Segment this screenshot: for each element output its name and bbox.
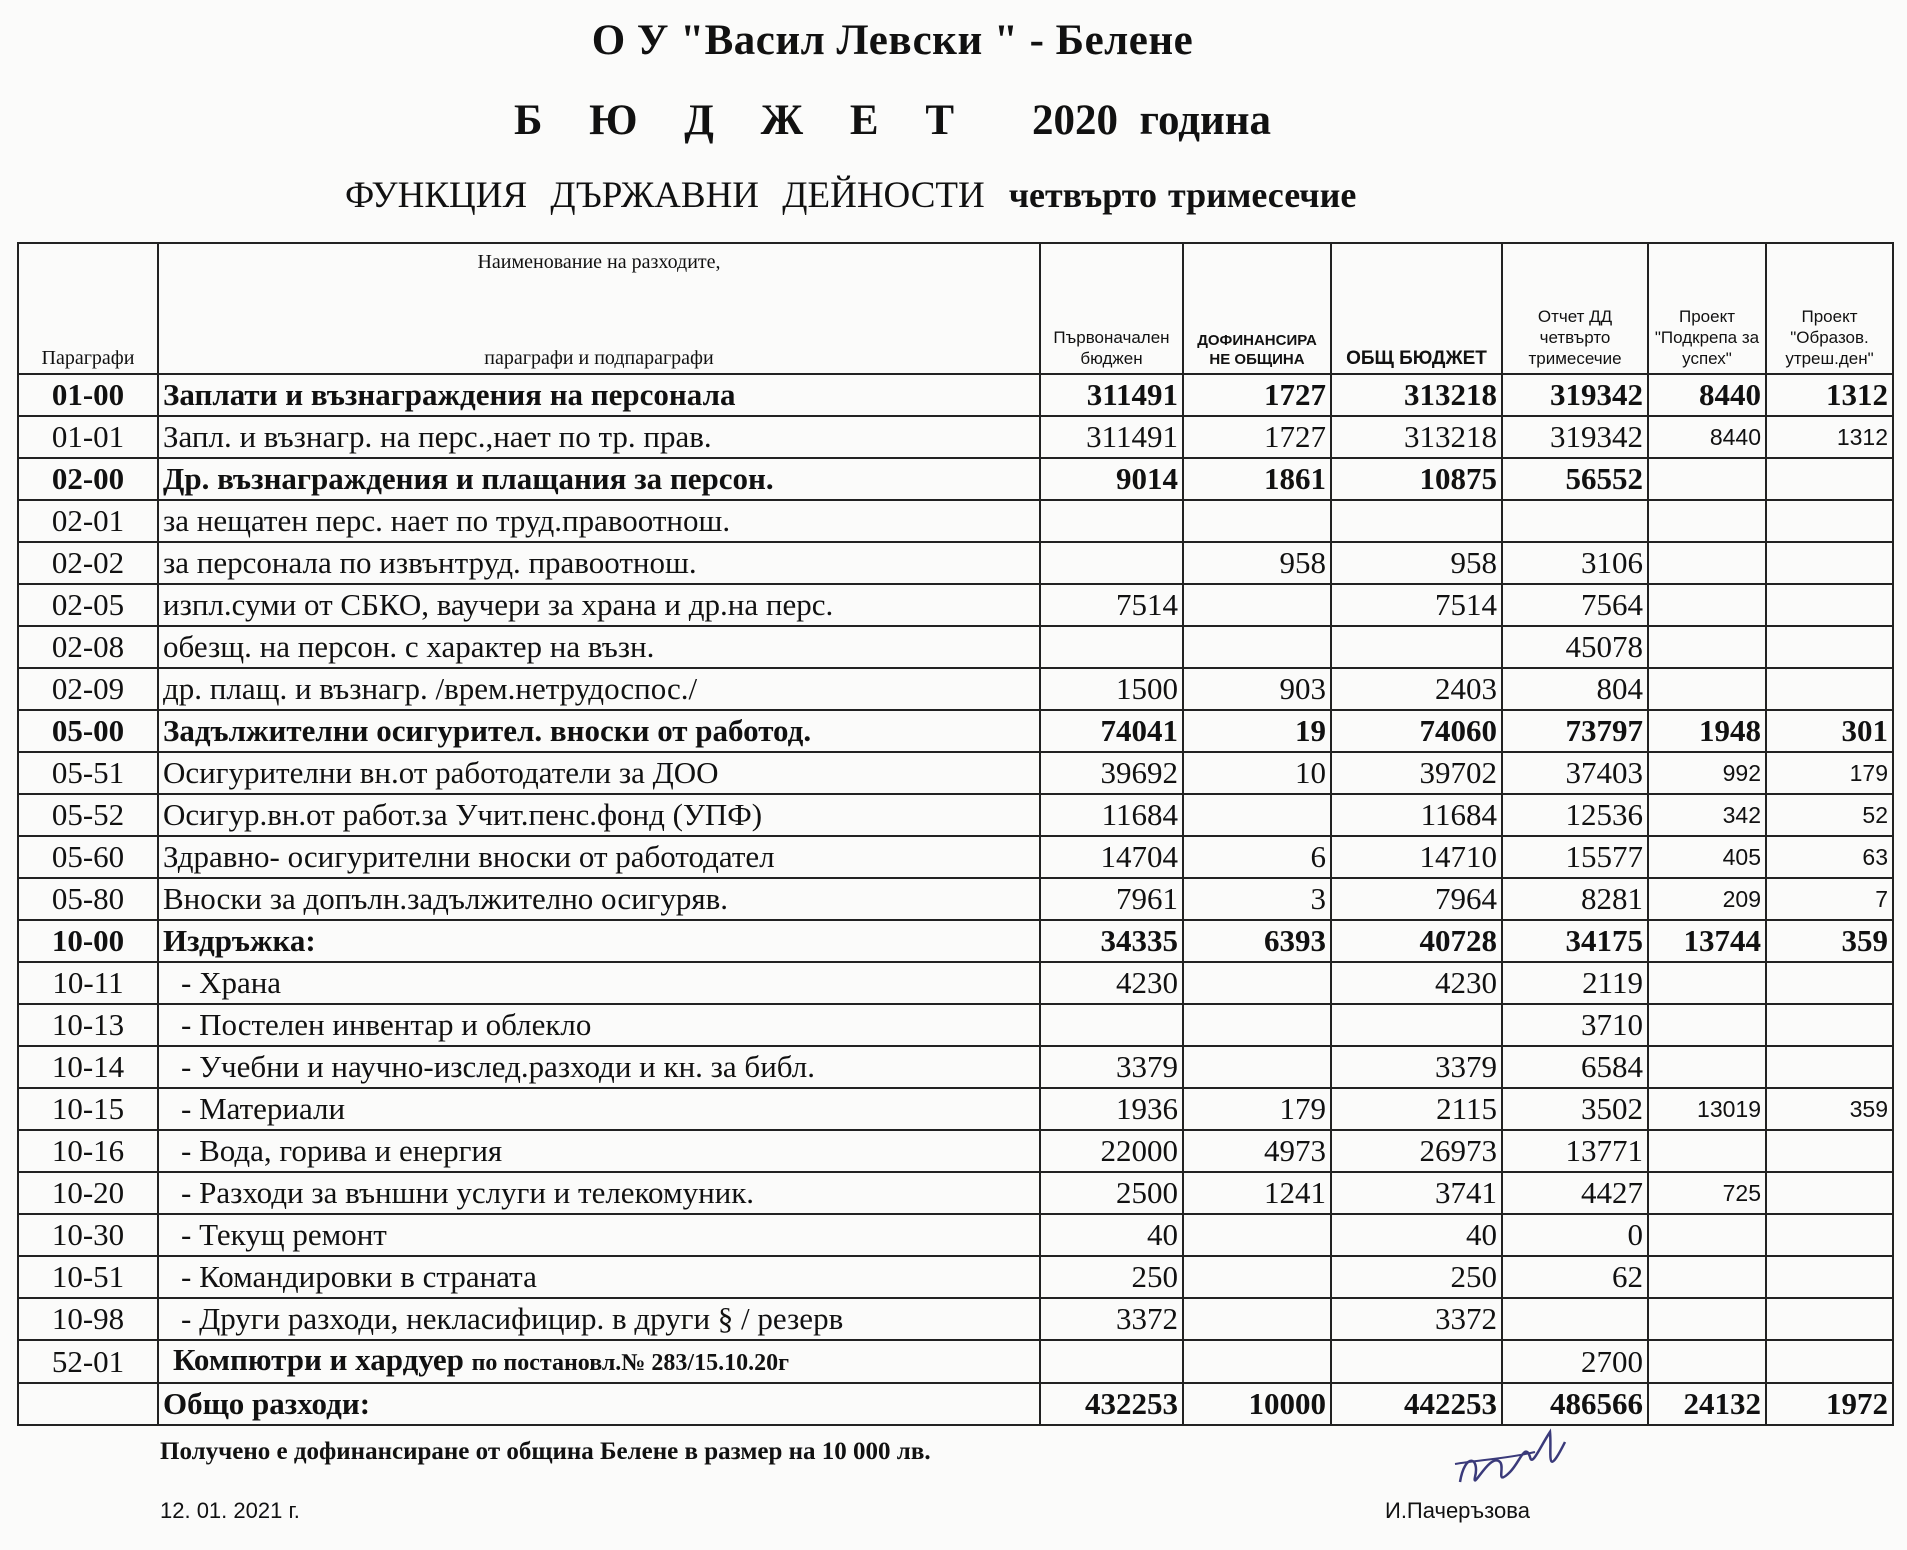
row-report: 15577 — [1502, 836, 1648, 878]
row-cofin: 10 — [1183, 752, 1331, 794]
row-report: 56552 — [1502, 458, 1648, 500]
row-name: Общо разходи: — [158, 1383, 1040, 1425]
row-project-1 — [1648, 500, 1766, 542]
row-name: Задължителни осигурител. вноски от работод. — [158, 710, 1040, 752]
budget-year: 2020 — [1032, 97, 1119, 144]
row-code: 02-09 — [18, 668, 158, 710]
row-report: 8281 — [1502, 878, 1648, 920]
row-project-2 — [1766, 668, 1893, 710]
table-row — [18, 836, 1893, 878]
row-name: Осигур.вн.от работ.за Учит.пенс.фонд (УПФ) — [158, 794, 1040, 836]
table-header-row — [18, 243, 1893, 374]
row-project-2: 7 — [1766, 878, 1893, 920]
school-title: О У "Васил Левски " - Белене — [591, 17, 1194, 64]
row-cofin: 1241 — [1183, 1172, 1331, 1214]
row-report: 6584 — [1502, 1046, 1648, 1088]
row-report: 34175 — [1502, 920, 1648, 962]
row-initial: 14704 — [1040, 836, 1183, 878]
header-name-top: Наименование на разходите, — [477, 251, 721, 273]
row-project-1 — [1648, 1298, 1766, 1340]
table-row — [18, 878, 1893, 920]
row-cofin: 3 — [1183, 878, 1331, 920]
row-code — [18, 1383, 158, 1425]
row-code: 05-00 — [18, 710, 158, 752]
row-name: Заплати и възнаграждения на персонала — [158, 374, 1040, 416]
row-name: - Материали — [158, 1088, 1040, 1130]
row-initial: 1936 — [1040, 1088, 1183, 1130]
row-cofin — [1183, 1214, 1331, 1256]
period-label: четвърто тримесечие — [1008, 175, 1357, 215]
row-project-2 — [1766, 458, 1893, 500]
row-initial: 74041 — [1040, 710, 1183, 752]
row-cofin: 6393 — [1183, 920, 1331, 962]
row-cofin — [1183, 1340, 1331, 1383]
row-project-1 — [1648, 584, 1766, 626]
row-name: - Постелен инвентар и облекло — [158, 1004, 1040, 1046]
row-report: 3106 — [1502, 542, 1648, 584]
row-initial: 3379 — [1040, 1046, 1183, 1088]
budget-title — [0, 96, 1785, 145]
row-total: 2115 — [1331, 1088, 1502, 1130]
budget-year-suffix: година — [1139, 97, 1272, 144]
row-project-1: 13744 — [1648, 920, 1766, 962]
header-total: ОБЩ БЮДЖЕТ — [1331, 243, 1502, 374]
header-code: Параграфи — [18, 243, 158, 374]
table-row — [18, 1256, 1893, 1298]
header-project-1: Проект "Подкрепа за успех" — [1648, 243, 1766, 374]
row-initial: 9014 — [1040, 458, 1183, 500]
row-total: 958 — [1331, 542, 1502, 584]
row-project-2 — [1766, 626, 1893, 668]
table-row — [18, 1004, 1893, 1046]
row-name — [158, 1340, 1040, 1383]
row-total: 4230 — [1331, 962, 1502, 1004]
row-total: 3372 — [1331, 1298, 1502, 1340]
row-initial: 3372 — [1040, 1298, 1183, 1340]
row-cofin — [1183, 962, 1331, 1004]
row-code: 02-02 — [18, 542, 158, 584]
row-report: 4427 — [1502, 1172, 1648, 1214]
header-name — [158, 243, 1040, 374]
row-report: 804 — [1502, 668, 1648, 710]
row-total: 313218 — [1331, 374, 1502, 416]
row-initial: 311491 — [1040, 416, 1183, 458]
row-project-2 — [1766, 1298, 1893, 1340]
row-cofin — [1183, 626, 1331, 668]
table-row — [18, 416, 1893, 458]
function-line — [345, 174, 1356, 217]
row-total: 40728 — [1331, 920, 1502, 962]
row-code: 52-01 — [18, 1340, 158, 1383]
row-total: 7964 — [1331, 878, 1502, 920]
header-name-bottom: параграфи и подпараграфи — [484, 347, 714, 369]
row-cofin — [1183, 1256, 1331, 1298]
row-code: 01-00 — [18, 374, 158, 416]
row-initial: 1500 — [1040, 668, 1183, 710]
row-project-2 — [1766, 1046, 1893, 1088]
row-project-1: 992 — [1648, 752, 1766, 794]
row-project-1: 24132 — [1648, 1383, 1766, 1425]
row-code: 10-15 — [18, 1088, 158, 1130]
row-project-1: 8440 — [1648, 374, 1766, 416]
header-cofin: ДОФИНАНСИРА НЕ ОБЩИНА — [1183, 243, 1331, 374]
signer-name: И.Пачеръзова — [1385, 1498, 1530, 1523]
row-initial: 7961 — [1040, 878, 1183, 920]
row-report: 486566 — [1502, 1383, 1648, 1425]
row-report: 13771 — [1502, 1130, 1648, 1172]
row-name: - Разходи за външни услуги и телекомуник. — [158, 1172, 1040, 1214]
row-code: 02-08 — [18, 626, 158, 668]
row-project-1 — [1648, 1256, 1766, 1298]
row-project-1 — [1648, 542, 1766, 584]
row-project-2: 1312 — [1766, 374, 1893, 416]
table-row — [18, 626, 1893, 668]
row-cofin: 4973 — [1183, 1130, 1331, 1172]
row-report: 2119 — [1502, 962, 1648, 1004]
row-initial: 34335 — [1040, 920, 1183, 962]
row-initial: 250 — [1040, 1256, 1183, 1298]
row-project-2 — [1766, 1214, 1893, 1256]
row-project-2: 359 — [1766, 1088, 1893, 1130]
row-name: Вноски за допълн.задължително осигуряв. — [158, 878, 1040, 920]
table-row — [18, 920, 1893, 962]
row-code: 02-05 — [18, 584, 158, 626]
row-project-2 — [1766, 1340, 1893, 1383]
row-cofin: 19 — [1183, 710, 1331, 752]
document-date: 12. 01. 2021 г. — [160, 1498, 300, 1523]
row-code: 10-16 — [18, 1130, 158, 1172]
row-total: 7514 — [1331, 584, 1502, 626]
row-code: 10-13 — [18, 1004, 158, 1046]
row-cofin: 10000 — [1183, 1383, 1331, 1425]
row-code: 10-30 — [18, 1214, 158, 1256]
row-project-1: 342 — [1648, 794, 1766, 836]
row-report: 73797 — [1502, 710, 1648, 752]
row-cofin: 179 — [1183, 1088, 1331, 1130]
header-project-2: Проект "Образов. утреш.ден" — [1766, 243, 1893, 374]
row-total — [1331, 500, 1502, 542]
row-initial: 40 — [1040, 1214, 1183, 1256]
row-name: - Текущ ремонт — [158, 1214, 1040, 1256]
row-initial: 39692 — [1040, 752, 1183, 794]
row-total: 74060 — [1331, 710, 1502, 752]
row-name: - Вода, горива и енергия — [158, 1130, 1040, 1172]
row-name: - Учебни и научно-изслед.разходи и кн. за библ. — [158, 1046, 1040, 1088]
row-project-1: 8440 — [1648, 416, 1766, 458]
table-row — [18, 668, 1893, 710]
row-name: Здравно- осигурителни вноски от работодател — [158, 836, 1040, 878]
row-total — [1331, 1340, 1502, 1383]
row-report: 0 — [1502, 1214, 1648, 1256]
row-total: 14710 — [1331, 836, 1502, 878]
row-report — [1502, 1298, 1648, 1340]
row-total — [1331, 1004, 1502, 1046]
row-total: 11684 — [1331, 794, 1502, 836]
table-row — [18, 1340, 1893, 1383]
row-name-suffix: по постановл.№ 283/15.10.20г — [471, 1350, 789, 1376]
row-cofin — [1183, 500, 1331, 542]
row-project-1 — [1648, 458, 1766, 500]
row-cofin: 6 — [1183, 836, 1331, 878]
row-code: 10-98 — [18, 1298, 158, 1340]
table-row — [18, 794, 1893, 836]
row-code: 10-00 — [18, 920, 158, 962]
row-total — [1331, 626, 1502, 668]
row-project-1: 13019 — [1648, 1088, 1766, 1130]
row-initial: 22000 — [1040, 1130, 1183, 1172]
row-report: 45078 — [1502, 626, 1648, 668]
row-total: 40 — [1331, 1214, 1502, 1256]
row-code: 05-51 — [18, 752, 158, 794]
row-report — [1502, 500, 1648, 542]
table-row — [18, 1130, 1893, 1172]
row-report: 3710 — [1502, 1004, 1648, 1046]
row-cofin — [1183, 584, 1331, 626]
row-project-2: 359 — [1766, 920, 1893, 962]
budget-word: Б Ю Д Ж Е Т — [513, 97, 973, 144]
row-name: др. плащ. и възнагр. /врем.нетрудоспос./ — [158, 668, 1040, 710]
row-initial — [1040, 1340, 1183, 1383]
signature-mark — [1440, 1412, 1590, 1512]
row-name: - Други разходи, некласифицир. в други § / резерв — [158, 1298, 1040, 1340]
row-total: 3741 — [1331, 1172, 1502, 1214]
row-code: 01-01 — [18, 416, 158, 458]
row-cofin: 903 — [1183, 668, 1331, 710]
row-code: 05-52 — [18, 794, 158, 836]
row-initial: 311491 — [1040, 374, 1183, 416]
row-cofin: 1727 — [1183, 374, 1331, 416]
table-row — [18, 1172, 1893, 1214]
row-report: 7564 — [1502, 584, 1648, 626]
table-row — [18, 374, 1893, 416]
row-project-2 — [1766, 500, 1893, 542]
row-cofin — [1183, 1298, 1331, 1340]
row-total: 3379 — [1331, 1046, 1502, 1088]
table-row — [18, 752, 1893, 794]
row-project-1 — [1648, 668, 1766, 710]
row-project-1: 405 — [1648, 836, 1766, 878]
row-project-1 — [1648, 962, 1766, 1004]
row-name: Др. възнаграждения и плащания за персон. — [158, 458, 1040, 500]
row-report: 319342 — [1502, 374, 1648, 416]
row-name-main: Компютри и хардуер — [173, 1342, 472, 1377]
row-name: Запл. и възнагр. на перс.,нает по тр. прав. — [158, 416, 1040, 458]
row-code: 02-01 — [18, 500, 158, 542]
row-name: - Командировки в страната — [158, 1256, 1040, 1298]
row-code: 10-14 — [18, 1046, 158, 1088]
table-row — [18, 1214, 1893, 1256]
row-name: обезщ. на персон. с характер на възн. — [158, 626, 1040, 668]
row-project-1: 725 — [1648, 1172, 1766, 1214]
row-project-1 — [1648, 1340, 1766, 1383]
row-cofin — [1183, 1046, 1331, 1088]
row-report: 3502 — [1502, 1088, 1648, 1130]
row-project-2: 1972 — [1766, 1383, 1893, 1425]
table-row — [18, 1298, 1893, 1340]
row-initial — [1040, 542, 1183, 584]
row-project-2 — [1766, 1004, 1893, 1046]
row-cofin — [1183, 794, 1331, 836]
row-name: за нещатен перс. нает по труд.правоотнош. — [158, 500, 1040, 542]
row-project-2 — [1766, 1256, 1893, 1298]
row-project-2 — [1766, 584, 1893, 626]
row-total: 313218 — [1331, 416, 1502, 458]
row-project-2 — [1766, 1172, 1893, 1214]
row-project-1: 209 — [1648, 878, 1766, 920]
row-initial — [1040, 1004, 1183, 1046]
row-project-2: 1312 — [1766, 416, 1893, 458]
row-total: 26973 — [1331, 1130, 1502, 1172]
row-project-2: 301 — [1766, 710, 1893, 752]
row-project-1 — [1648, 626, 1766, 668]
row-project-2: 179 — [1766, 752, 1893, 794]
table-row — [18, 1046, 1893, 1088]
row-total: 2403 — [1331, 668, 1502, 710]
row-code: 10-11 — [18, 962, 158, 1004]
row-project-1 — [1648, 1130, 1766, 1172]
row-name: изпл.суми от СБКО, ваучери за храна и др.на перс. — [158, 584, 1040, 626]
row-initial: 7514 — [1040, 584, 1183, 626]
row-initial — [1040, 626, 1183, 668]
row-name: Осигурителни вн.от работодатели за ДОО — [158, 752, 1040, 794]
row-report: 12536 — [1502, 794, 1648, 836]
row-total: 442253 — [1331, 1383, 1502, 1425]
row-name: - Храна — [158, 962, 1040, 1004]
table-row — [18, 1383, 1893, 1425]
row-name: Издръжка: — [158, 920, 1040, 962]
table-row — [18, 500, 1893, 542]
row-total: 39702 — [1331, 752, 1502, 794]
table-row — [18, 458, 1893, 500]
row-project-2: 63 — [1766, 836, 1893, 878]
row-project-2: 52 — [1766, 794, 1893, 836]
table-row — [18, 584, 1893, 626]
row-total: 10875 — [1331, 458, 1502, 500]
row-report: 319342 — [1502, 416, 1648, 458]
row-cofin: 958 — [1183, 542, 1331, 584]
row-report: 37403 — [1502, 752, 1648, 794]
row-initial: 4230 — [1040, 962, 1183, 1004]
row-initial: 11684 — [1040, 794, 1183, 836]
row-initial: 432253 — [1040, 1383, 1183, 1425]
row-initial — [1040, 500, 1183, 542]
budget-table — [17, 242, 1894, 1426]
row-cofin — [1183, 1004, 1331, 1046]
row-project-2 — [1766, 962, 1893, 1004]
row-code: 05-80 — [18, 878, 158, 920]
table-row — [18, 1088, 1893, 1130]
row-code: 10-51 — [18, 1256, 158, 1298]
row-initial: 2500 — [1040, 1172, 1183, 1214]
row-project-1: 1948 — [1648, 710, 1766, 752]
cofinancing-note: Получено е дофинансиране от община Белене в размер на 10 000 лв. — [160, 1438, 931, 1465]
row-total: 250 — [1331, 1256, 1502, 1298]
row-project-1 — [1648, 1004, 1766, 1046]
table-row — [18, 962, 1893, 1004]
row-name: за персонала по извънтруд. правоотнош. — [158, 542, 1040, 584]
row-cofin: 1727 — [1183, 416, 1331, 458]
row-cofin: 1861 — [1183, 458, 1331, 500]
row-code: 05-60 — [18, 836, 158, 878]
row-code: 02-00 — [18, 458, 158, 500]
table-row — [18, 710, 1893, 752]
header-report: Отчет ДД четвърто тримесечие — [1502, 243, 1648, 374]
row-report: 62 — [1502, 1256, 1648, 1298]
row-project-1 — [1648, 1046, 1766, 1088]
function-label: ФУНКЦИЯ ДЪРЖАВНИ ДЕЙНОСТИ — [345, 175, 985, 216]
row-report: 2700 — [1502, 1340, 1648, 1383]
row-project-2 — [1766, 542, 1893, 584]
row-project-2 — [1766, 1130, 1893, 1172]
row-project-1 — [1648, 1214, 1766, 1256]
header-initial: Първоначален бюджен — [1040, 243, 1183, 374]
row-code: 10-20 — [18, 1172, 158, 1214]
table-row — [18, 542, 1893, 584]
